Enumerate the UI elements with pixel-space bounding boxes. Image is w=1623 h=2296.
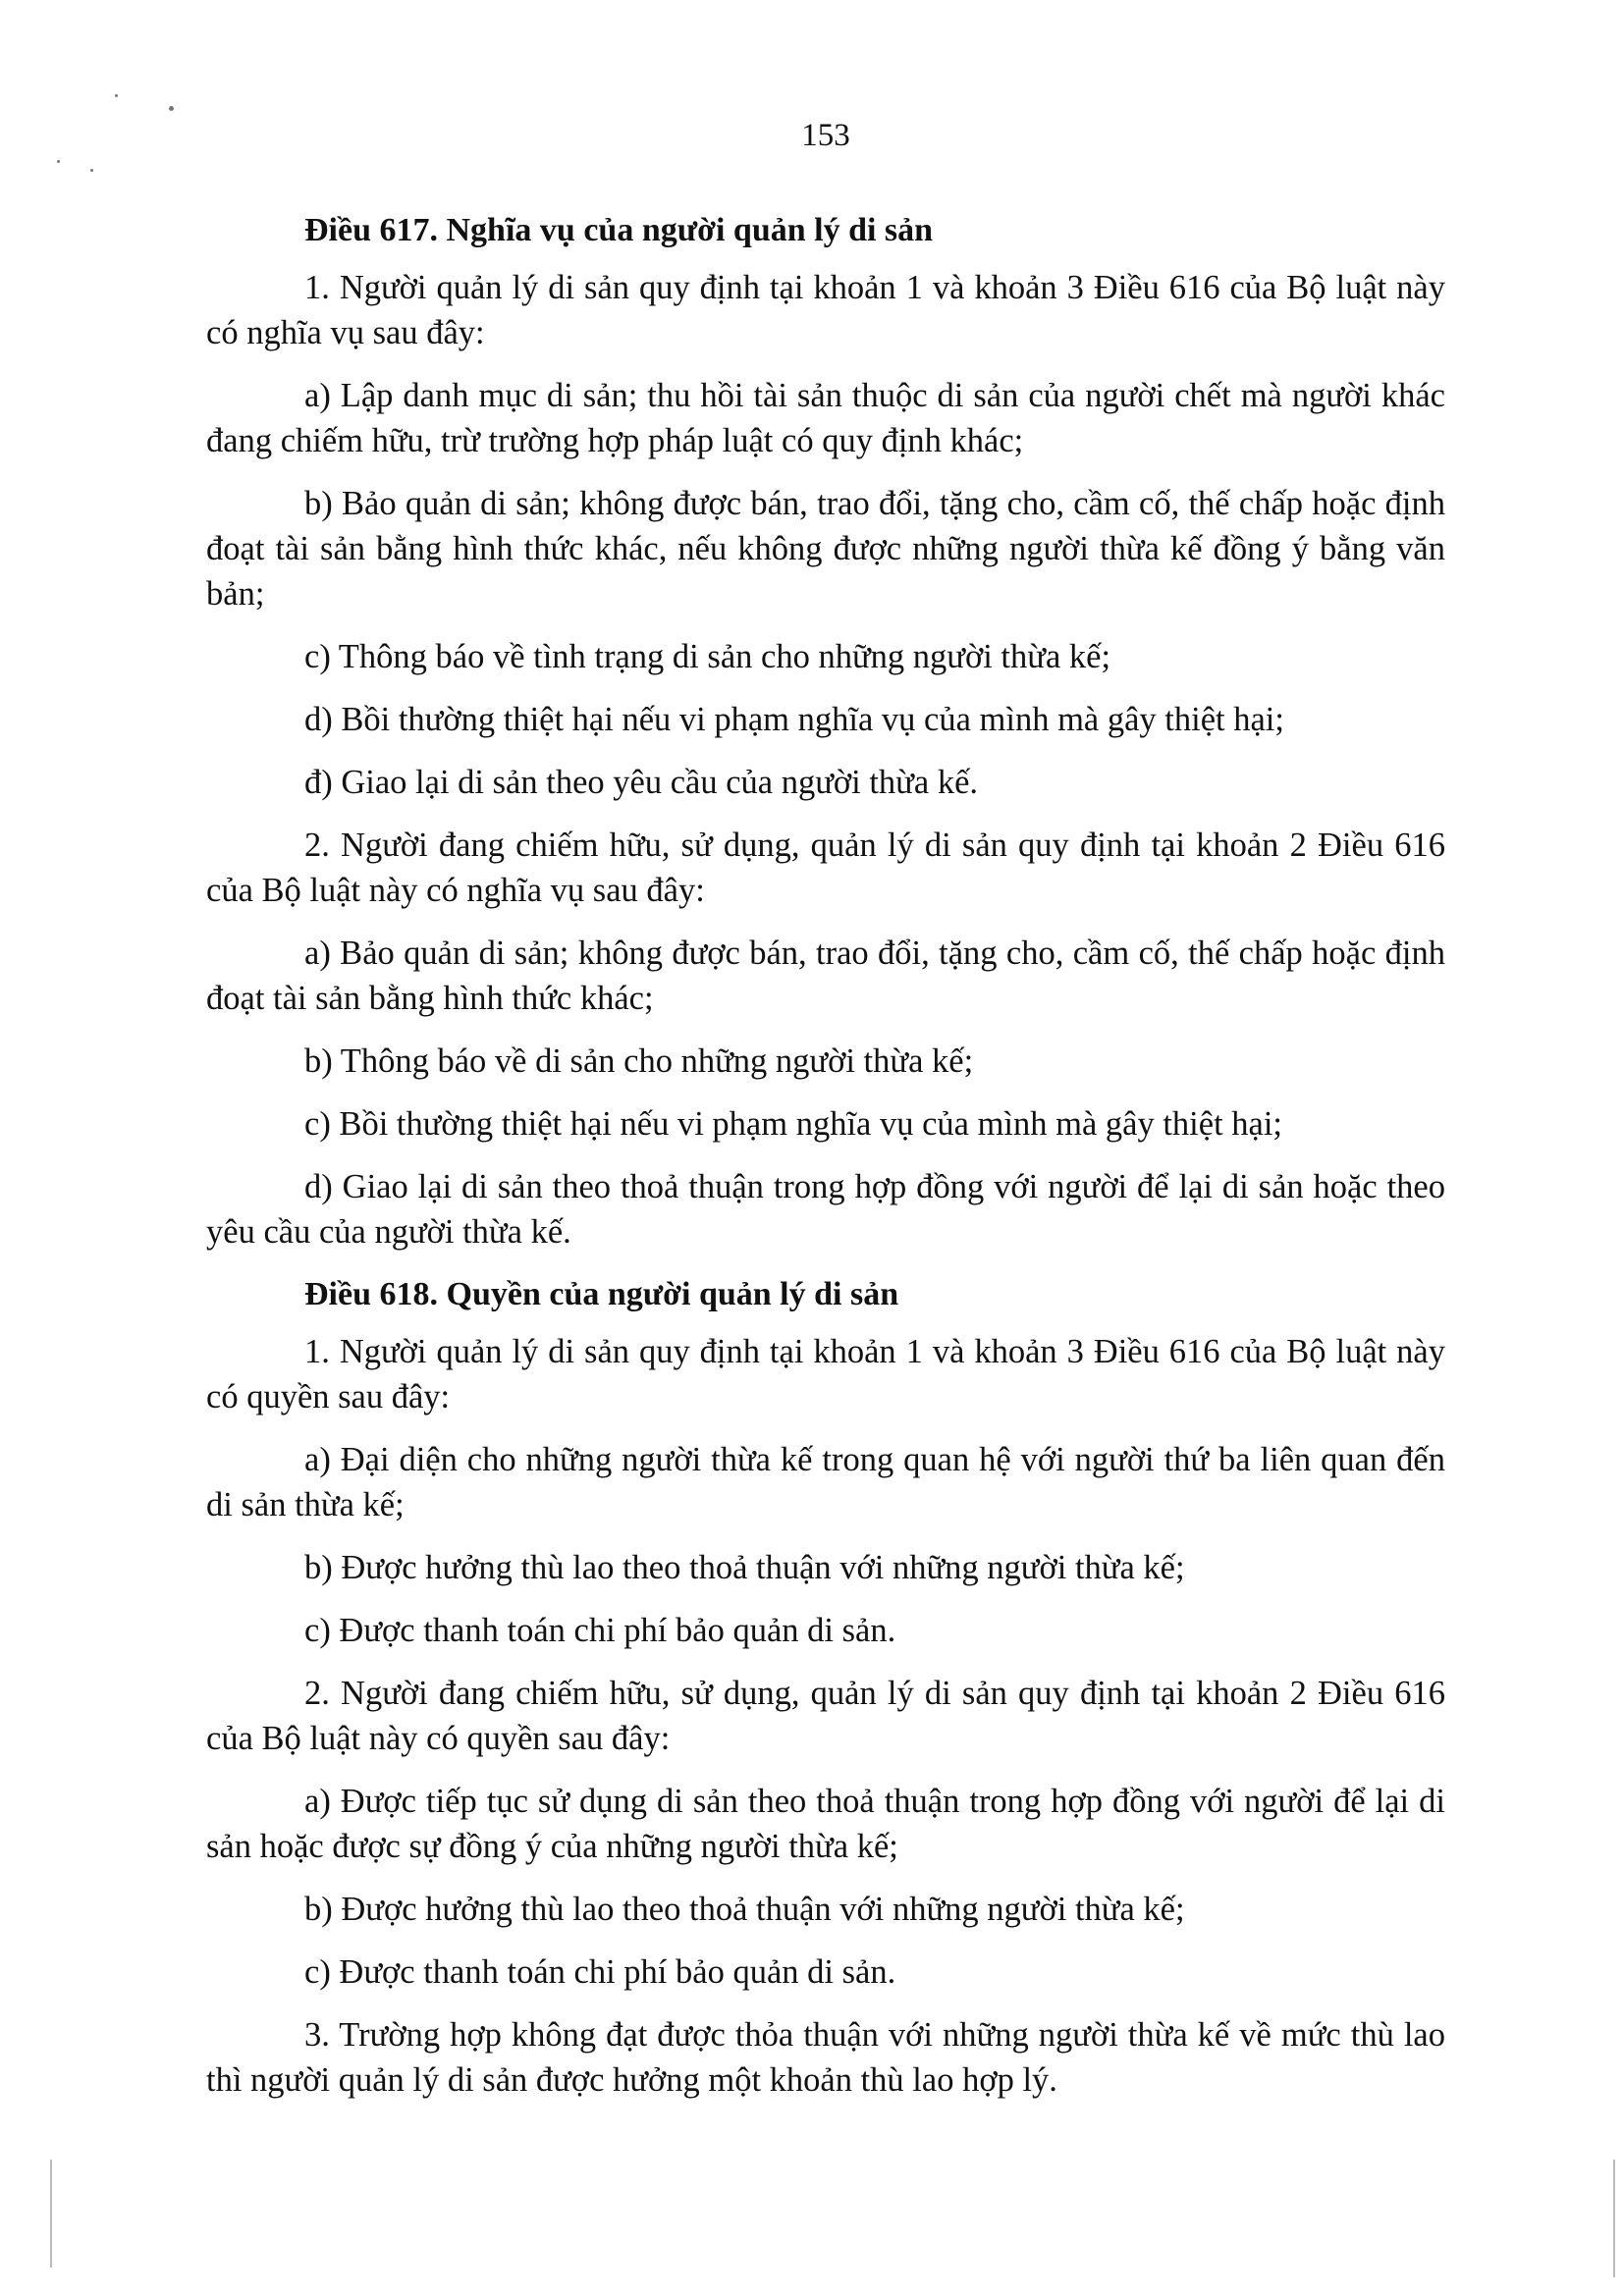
- paragraph: c) Được thanh toán chi phí bảo quản di sản.: [304, 1612, 896, 1649]
- paragraph: 1. Người quản lý di sản quy định tại khoản 1 và khoản 3 Điều 616 của Bộ luật này có quyền sau đây:: [206, 1333, 1445, 1415]
- scan-speck: [57, 160, 60, 163]
- paragraph: c) Bồi thường thiệt hại nếu vi phạm nghĩa vụ của mình mà gây thiệt hại;: [304, 1105, 1283, 1143]
- scan-speck: [115, 94, 118, 97]
- document-page: [206, 0, 1445, 2296]
- paragraph: d) Giao lại di sản theo thoả thuận trong hợp đồng với người để lại di sản hoặc theo yêu cầu của người thừa kế.: [206, 1168, 1445, 1251]
- paragraph: b) Thông báo về di sản cho những người thừa kế;: [304, 1042, 974, 1080]
- scan-speck: [90, 169, 93, 172]
- paragraph: b) Được hưởng thù lao theo thoả thuận với những người thừa kế;: [304, 1549, 1185, 1586]
- paragraph: c) Thông báo về tình trạng di sản cho những người thừa kế;: [304, 638, 1111, 675]
- paragraph: a) Bảo quản di sản; không được bán, trao đổi, tặng cho, cầm cố, thế chấp hoặc định đoạt tài sản bằng hình thức khác;: [206, 934, 1445, 1017]
- paragraph: b) Bảo quản di sản; không được bán, trao đổi, tặng cho, cầm cố, thế chấp hoặc định đoạt tài sản bằng hình thức khác, nếu không được những người thừa kế đồng ý bằng văn bản;: [206, 485, 1445, 613]
- paragraph: c) Được thanh toán chi phí bảo quản di sản.: [304, 1953, 896, 1991]
- paragraph: 2. Người đang chiếm hữu, sử dụng, quản lý di sản quy định tại khoản 2 Điều 616 của Bộ luật này có nghĩa vụ sau đây:: [206, 827, 1445, 909]
- article-617: [206, 208, 1445, 1255]
- page-number: 153: [801, 118, 850, 153]
- paragraph: a) Được tiếp tục sử dụng di sản theo thoả thuận trong hợp đồng với người để lại di sản hoặc được sự đồng ý của những người thừa kế;: [206, 1783, 1445, 1865]
- document-body: [206, 208, 1445, 2103]
- paragraph: 2. Người đang chiếm hữu, sử dụng, quản lý di sản quy định tại khoản 2 Điều 616 của Bộ luật này có quyền sau đây:: [206, 1675, 1445, 1757]
- paragraph: đ) Giao lại di sản theo yêu cầu của người thừa kế.: [304, 764, 979, 801]
- paragraph: 1. Người quản lý di sản quy định tại khoản 1 và khoản 3 Điều 616 của Bộ luật này có nghĩa vụ sau đây:: [206, 269, 1445, 351]
- scan-speck: [169, 106, 174, 111]
- paragraph: a) Đại diện cho những người thừa kế trong quan hệ với người thứ ba liên quan đến di sản thừa kế;: [206, 1441, 1445, 1523]
- paragraph: b) Được hưởng thù lao theo thoả thuận với những người thừa kế;: [304, 1891, 1185, 1928]
- paragraph: d) Bồi thường thiệt hại nếu vi phạm nghĩa vụ của mình mà gây thiệt hại;: [304, 701, 1284, 738]
- scan-edge-mark-right: [1613, 2160, 1615, 2277]
- article-heading: Điều 617. Nghĩa vụ của người quản lý di sản: [304, 212, 934, 248]
- paragraph: a) Lập danh mục di sản; thu hồi tài sản thuộc di sản của người chết mà người khác đang chiếm hữu, trừ trường hợp pháp luật có quy định khác;: [206, 377, 1445, 459]
- scan-edge-mark-left: [50, 2160, 52, 2268]
- article-618: [206, 1272, 1445, 2103]
- article-heading: Điều 618. Quyền của người quản lý di sản: [304, 1276, 899, 1312]
- paragraph: 3. Trường hợp không đạt được thỏa thuận với những người thừa kế về mức thù lao thì người quản lý di sản được hưởng một khoản thù lao hợp lý.: [206, 2016, 1445, 2099]
